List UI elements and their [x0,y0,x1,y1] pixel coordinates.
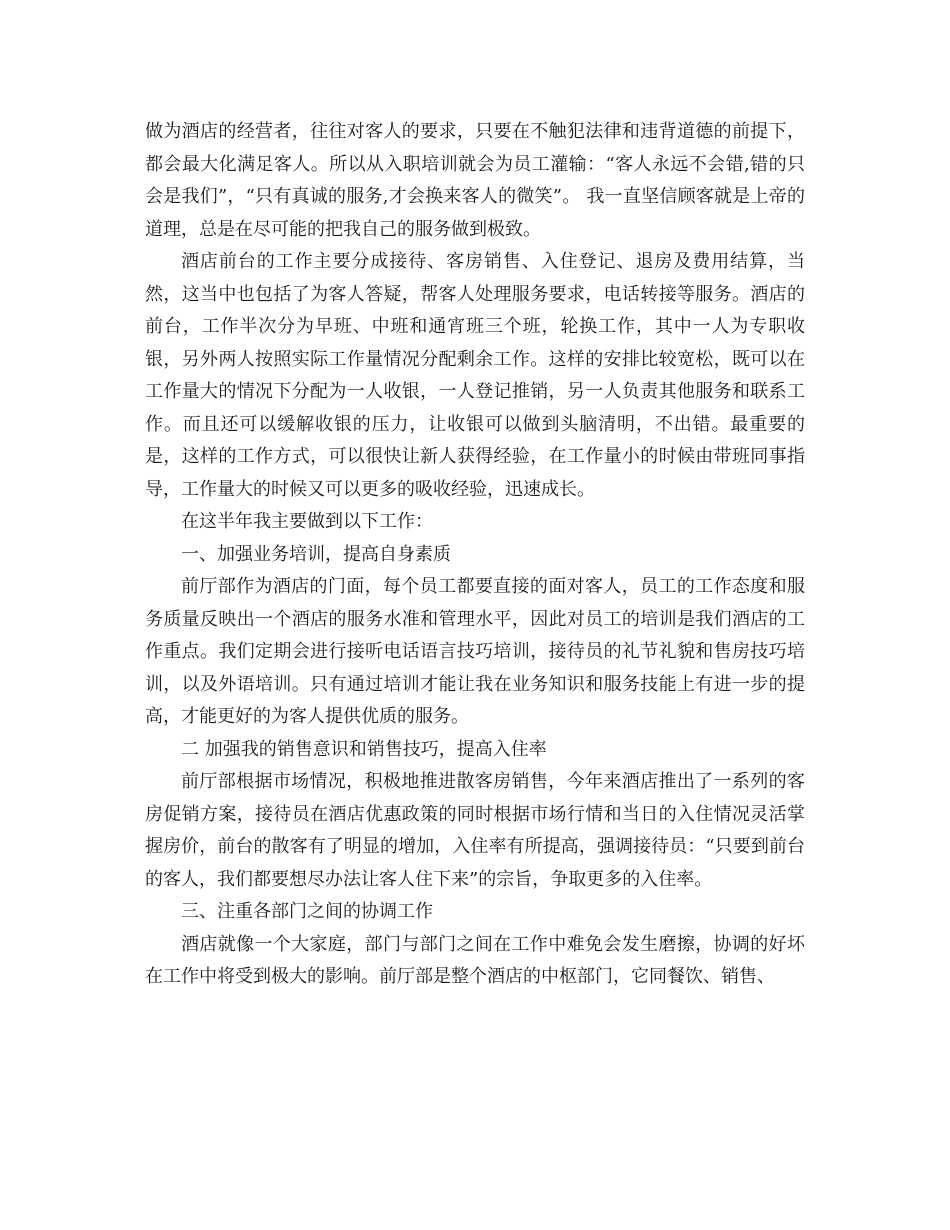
paragraph-work-intro: 在这半年我主要做到以下工作： [181,511,433,532]
section-heading-sales: 二 加强我的销售意识和销售技巧，提高入住率 [181,738,547,760]
document-body [145,116,805,994]
paragraph-guest-service-philosophy: 做为酒店的经营者，往往对客人的要求，只要在不触犯法律和违背道德的前提下，都会最大化满足客人。所以从入职培训就会为员工灌输：“客人永远不会错,错的只会是我们”，“只有真诚的服务,才会换来客人的微笑”。 我一直坚信顾客就是上帝的道理，总是在尽可能的把我自己的服务做到极致。 [145,121,805,240]
paragraph-training: 前厅部作为酒店的门面，每个员工都要直接的面对客人，员工的工作态度和服务质量反映出一个酒店的服务水准和管理水平，因此对员工的培训是我们酒店的工作重点。我们定期会进行接听电话语言技巧培训，接待员的礼节礼貌和售房技巧培训，以及外语培训。只有通过培训才能让我在业务知识和服务技能上有进一步的提高，才能更好的为客人提供优质的服务。 [145,576,805,727]
paragraph-front-desk-duties: 酒店前台的工作主要分成接待、客房销售、入住登记、退房及费用结算，当然，这当中也包括了为客人答疑，帮客人处理服务要求，电话转接等服务。酒店的前台，工作半次分为早班、中班和通宵班三个班，轮换工作，其中一人为专职收银，另外两人按照实际工作量情况分配剩余工作。这样的安排比较宽松，既可以在工作量大的情况下分配为一人收银，一人登记推销，另一人负责其他服务和联系工作。而且还可以缓解收银的压力，让收银可以做到头脑清明，不出错。最重要的是，这样的工作方式，可以很快让新人获得经验，在工作量小的时候由带班同事指导，工作量大的时候又可以更多的吸收经验，迅速成长。 [145,251,805,500]
paragraph-coordination: 酒店就像一个大家庭，部门与部门之间在工作中难免会发生磨擦，协调的好坏在工作中将受到极大的影响。前厅部是整个酒店的中枢部门，它同餐饮、销售、 [145,933,805,987]
paragraph-sales: 前厅部根据市场情况，积极地推进散客房销售，今年来酒店推出了一系列的客房促销方案，接待员在酒店优惠政策的同时根据市场行情和当日的入住情况灵活掌握房价，前台的散客有了明显的增加，入住率有所提高，强调接待员：“只要到前台的客人，我们都要想尽办法让客人住下来”的宗旨，争取更多的入住率。 [145,771,805,890]
section-heading-training: 一、加强业务培训，提高自身素质 [181,543,451,565]
section-heading-coordination: 三、注重各部门之间的协调工作 [181,901,433,922]
